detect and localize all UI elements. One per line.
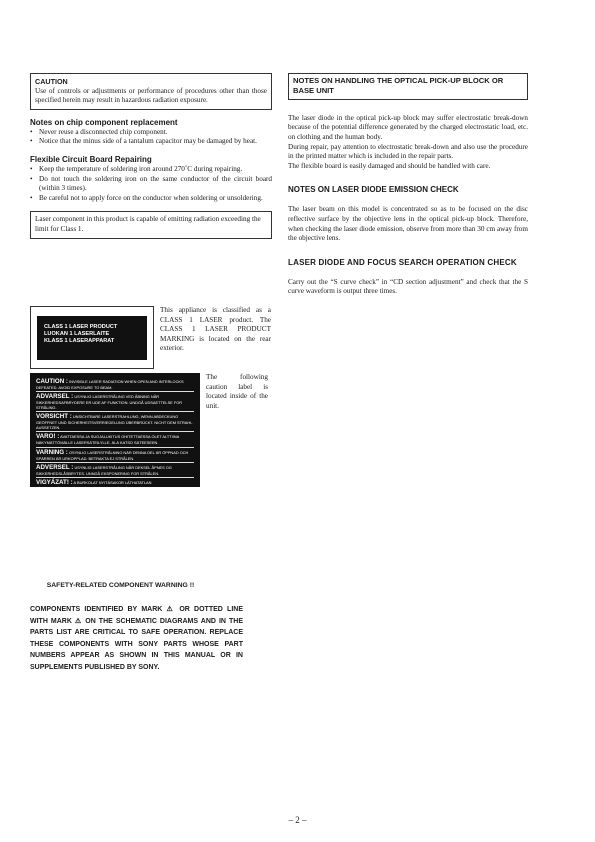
class1-label-line: LUOKAN 1 LASERLAITE — [44, 331, 110, 337]
emission-text: The laser beam on this model is concentrated so as to be focused on the disc reflective surface by the objective lens in the optical pick-up block. Therefore, when checking the laser diode emission, observe from more than 30 cm away from the objective lens. — [288, 205, 528, 243]
safety-warning-body: COMPONENTS IDENTIFIED BY MARK ⚠ OR DOTTED LINE WITH MARK ⚠ ON THE SCHEMATIC DIAGRAMS AND IN THE PARTS LIST ARE CRITICAL TO SAFE OPERATION. REPLACE THESE COMPONENTS WITH SONY PARTS WHOSE PART NUMBERS APPEAR AS SHOWN IN THIS MANUAL OR IN SUPPLEMENTS PUBLISHED BY SONY. — [30, 606, 243, 671]
safety-warning-title: SAFETY-RELATED COMPONENT WARNING !! — [46, 582, 195, 589]
list-item: • Be careful not to apply force on the conductor when soldering or unsoldering. — [30, 193, 263, 202]
class1-label-line: KLASS 1 LASERAPPARAT — [44, 338, 115, 344]
optical-notes-title: NOTES ON HANDLING THE OPTICAL PICK-UP BLOCK OR BASE UNIT — [293, 76, 504, 96]
caution-label-row: VARNING : OSYNLIG LASERSTRÅLNING NÄR DENNA DEL ÄR ÖPPNAD OCH SPÄRREN ÄR URKOPPLAD. BETRAKTA EJ STRÅLEN. — [36, 449, 194, 463]
caution-label-row: ADVERSEL : USYNLIG LASERSTRÅLING NÅR DEKSEL ÅPNES OG SIKKERHEDSLÅSBRYTES. UNNGÅ EKSPONERING FOR STRÅLEN. — [36, 464, 194, 478]
right-column — [288, 73, 528, 297]
optical-notes-box — [288, 73, 528, 100]
flex-heading: Flexible Circuit Board Repairing — [30, 154, 152, 164]
caution-label — [30, 373, 200, 491]
caution-label-row: VORSICHT : UNSICHTBARE LASERSTRAHLUNG, WENN ABDECKUNG GEÖFFNET UND SICHERHEITSVERRIEGELUNG ÜBERBRÜCKT. NICHT DEM STRAHL AUSSETZEN. — [36, 413, 194, 432]
caution-label-row: CAUTION : INVISIBLE LASER RADIATION WHEN OPEN AND INTERLOCKS DEFEATED. AVOID EXPOSURE TO BEAM. — [36, 378, 194, 392]
caution-label-row: ADVARSEL : USYNLIG LASERSTRÅLING VED ÅBNING NÅR SIKKERHEDSAFBRYDERE ER UDE AF FUNKTION. UNDGÅ UDSAETTELSE FOR STRÅLING. — [36, 393, 194, 412]
page-number: – 2 – — [288, 815, 307, 825]
chip-list — [30, 128, 272, 147]
list-item: • Do not touch the soldering iron on the same conductor of the circuit board (within 3 times). — [30, 174, 272, 193]
left-column — [30, 73, 272, 239]
caution-text: Use of controls or adjustments or performance of procedures other than those specified herein may result in hazardous radiation exposure. — [35, 86, 267, 105]
list-item: • Never reuse a disconnected chip component. — [30, 127, 168, 136]
class1-label-plate — [37, 316, 147, 360]
caution-box — [30, 73, 272, 110]
caution-title: CAUTION — [35, 77, 68, 86]
caution-label-row: VARO! : AVATTAESSA JA SUOJALUKITUS OHITETTAESSA OLET ALTTIINA NÄKYMÄTTÖMÄLLE LASERSÄTEILYLLE. ÄLÄ KATSO SÄTEESEEN. — [36, 433, 194, 447]
caution-label-description: The following caution label is located inside of the unit. — [206, 373, 268, 410]
emission-heading: NOTES ON LASER DIODE EMISSION CHECK — [288, 185, 459, 195]
class1-description: This appliance is classified as a CLASS 1 LASER product. The CLASS 1 LASER PRODUCT MARKING is located on the rear exterior. — [160, 306, 271, 353]
class1-label-line: CLASS 1 LASER PRODUCT — [44, 324, 118, 330]
chip-heading: Notes on chip component replacement — [30, 117, 178, 127]
focus-text: Carry out the “S curve check” in “CD section adjustment” and check that the S curve waveform is output three times. — [288, 277, 528, 296]
caution-label-row: VIGYÁZAT! : A BURKOLAT NYITÁSAKOR LÁTHATATLAN LÉZERSUGÁRVESZÉLY! KERÜLJE A BESUGÁRZÁST! — [36, 478, 152, 491]
optical-paragraph: During repair, pay attention to electrostatic break-down and also use the procedure in the printed matter which is included in the repair parts. — [288, 142, 528, 161]
flex-list — [30, 165, 272, 203]
optical-paragraph: The laser diode in the optical pick-up block may suffer electrostatic break-down because of the potential difference generated by the charged electrostatic load, etc. on clothing and the human body. — [288, 113, 528, 141]
focus-heading: LASER DIODE AND FOCUS SEARCH OPERATION CHECK — [288, 257, 517, 267]
class1-laser-label — [30, 306, 154, 369]
list-item: • Notice that the minus side of a tantalum capacitor may be damaged by heat. — [30, 137, 257, 146]
list-item: • Keep the temperature of soldering iron around 270˚C during repairing. — [30, 164, 243, 173]
optical-paragraph: The flexible board is easily damaged and should be handled with care. — [288, 161, 491, 170]
laser-notice: Laser component in this product is capable of emitting radiation exceeding the limit for Class 1. — [35, 215, 261, 233]
laser-notice-box — [30, 211, 272, 238]
